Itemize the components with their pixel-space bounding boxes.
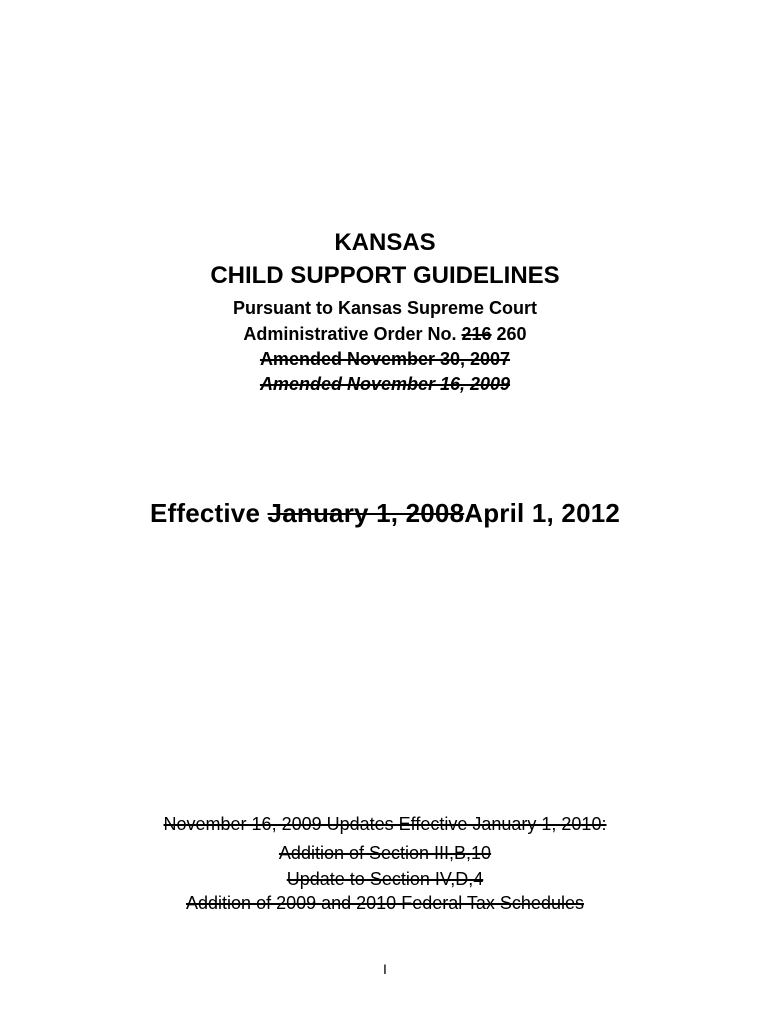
update-note-heading: November 16, 2009 Updates Effective January 1, 2010: xyxy=(163,814,607,834)
page-number: I xyxy=(383,961,387,977)
update-note-item: Addition of 2009 and 2010 Federal Tax Schedules xyxy=(186,893,584,913)
effective-label: Effective xyxy=(149,498,268,528)
order-number-new: 260 xyxy=(491,324,527,344)
state-heading: KANSAS xyxy=(334,229,436,256)
effective-date-line xyxy=(0,498,770,529)
guidelines-title: CHILD SUPPORT GUIDELINES xyxy=(210,262,560,289)
administrative-order-line xyxy=(0,324,770,345)
update-note-item: Addition of Section III,B,10 xyxy=(278,843,492,863)
update-note-item: Update to Section IV,D,4 xyxy=(286,869,484,889)
amended-2009-struck: Amended November 16, 2009 xyxy=(259,374,511,394)
pursuant-line: Pursuant to Kansas Supreme Court xyxy=(232,298,538,318)
effective-old-date-struck: January 1, 2008 xyxy=(267,498,465,528)
order-number-struck: 216 xyxy=(461,324,492,344)
amended-2007-struck: Amended November 30, 2007 xyxy=(259,349,511,369)
effective-new-date: April 1, 2012 xyxy=(464,498,621,528)
order-prefix: Administrative Order No. xyxy=(243,324,462,344)
